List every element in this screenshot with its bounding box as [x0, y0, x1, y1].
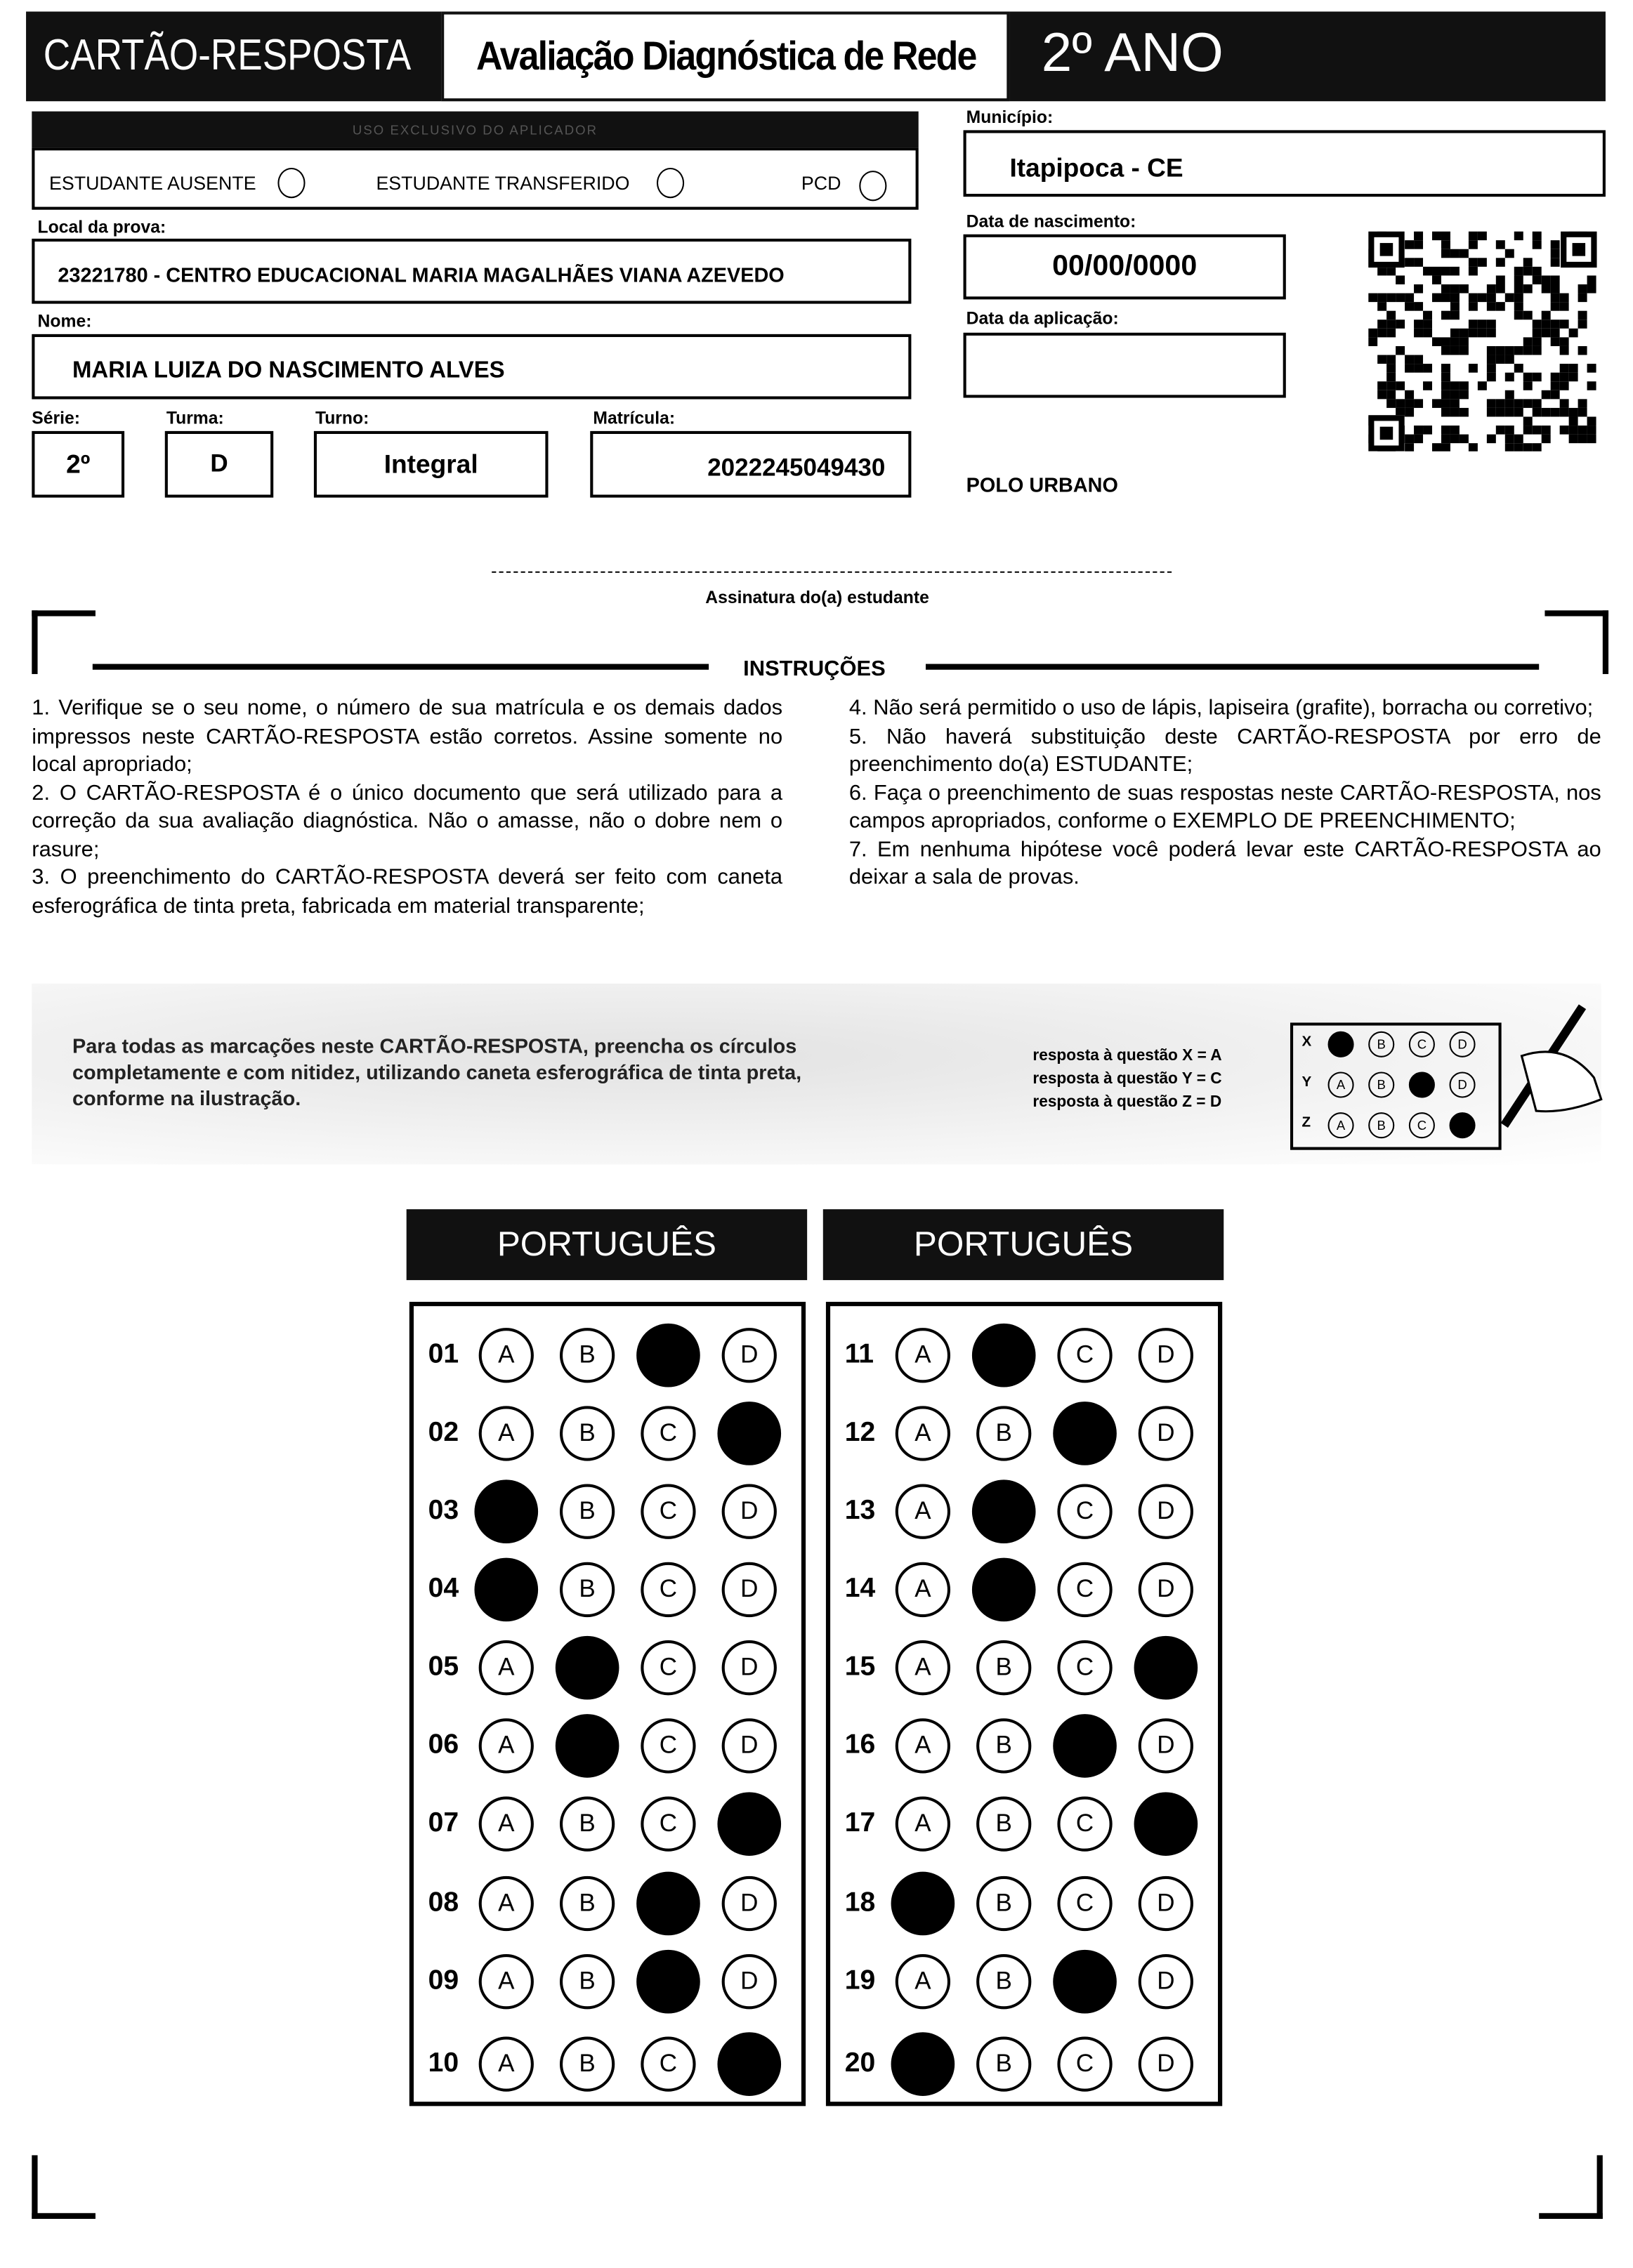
question-number: 19 [844, 1965, 876, 1996]
example-bubble-z-c: C [1409, 1112, 1435, 1138]
turno-value: Integral [383, 449, 478, 478]
example-text: Para todas as marcações neste CARTÃO-RESPOSTA, preencha os círculos completamente e com nitidez, utilizando caneta esferográfica de tinta preta, conforme na ilustração. [72, 1034, 802, 1110]
corner-mark-tr [1545, 610, 1608, 674]
serie-field [32, 431, 124, 498]
application-date-field[interactable] [964, 333, 1286, 398]
bubble-20-b[interactable]: B [976, 2036, 1031, 2091]
bubble-12-a[interactable]: A [896, 1406, 950, 1461]
header-title: CARTÃO-RESPOSTA [43, 32, 412, 80]
signature-line[interactable] [492, 572, 1172, 573]
bubble-08-b[interactable]: B [560, 1876, 615, 1931]
example-row-label: X [1301, 1034, 1312, 1050]
instruction-4: 4. Não será permitido o uso de lápis, lapiseira (grafite), borracha ou corretivo; [848, 695, 1594, 720]
instruction-3: 3. O preenchimento do CARTÃO-RESPOSTA deverá ser feito com caneta esferográfica de tinta preta, fabricada em material transparente; [32, 864, 783, 918]
bubble-03-c[interactable]: C [641, 1484, 695, 1539]
section-title: PORTUGUÊS [497, 1224, 717, 1264]
bubble-17-a[interactable]: A [896, 1797, 950, 1852]
question-number: 10 [428, 2048, 459, 2079]
bubble-08-d[interactable]: D [722, 1876, 777, 1931]
section-header [823, 1209, 1224, 1280]
bubble-03-a[interactable] [474, 1479, 538, 1543]
bubble-07-a[interactable]: A [479, 1797, 534, 1852]
bubble-16-b[interactable]: B [976, 1718, 1031, 1773]
example-band [32, 984, 1601, 1165]
bubble-05-a[interactable]: A [479, 1640, 534, 1695]
bubble-08-c[interactable] [636, 1872, 700, 1936]
bubble-17-d[interactable] [1134, 1792, 1198, 1856]
turno-label: Turno: [315, 407, 369, 428]
example-row-label: Y [1301, 1074, 1312, 1091]
bubble-15-b[interactable]: B [976, 1640, 1031, 1695]
bubble-17-c[interactable]: C [1057, 1797, 1112, 1852]
example-bubble-y-c [1409, 1072, 1435, 1097]
example-legend-1: resposta à questão X = A [1032, 1047, 1222, 1065]
turma-field [165, 431, 273, 498]
turma-value: D [210, 449, 228, 477]
bubble-11-a[interactable]: A [896, 1328, 950, 1383]
question-number: 05 [428, 1651, 459, 1682]
signature-label: Assinatura do(a) estudante [705, 587, 929, 608]
bubble-07-b[interactable]: B [560, 1797, 615, 1852]
bubble-10-d[interactable] [717, 2032, 781, 2096]
bubble-04-a[interactable] [474, 1558, 538, 1622]
bubble-20-a[interactable] [891, 2032, 955, 2096]
turma-label: Turma: [166, 407, 224, 428]
bubble-04-b[interactable]: B [560, 1562, 615, 1617]
instructions-rule-left [93, 664, 709, 670]
corner-mark-br [1539, 2155, 1603, 2219]
example-bubble-y-b: B [1368, 1072, 1394, 1097]
instruction-2: 2. O CARTÃO-RESPOSTA é o único documento que será utilizado para a correção da sua avaliação diagnóstica. Não o amasse, não o dobre nem o rasure; [32, 780, 783, 862]
header-bar [26, 11, 1606, 101]
applicator-bar-title: USO EXCLUSIVO DO APLICADOR [352, 122, 598, 137]
bubble-19-b[interactable]: B [976, 1954, 1031, 2009]
applicator-bar [32, 112, 918, 148]
example-bubble-y-a: A [1328, 1072, 1354, 1097]
serie-value: 2º [66, 449, 91, 478]
bubble-18-d[interactable]: D [1139, 1876, 1193, 1931]
bubble-14-b[interactable] [972, 1558, 1036, 1622]
instructions-right [849, 694, 1601, 892]
bubble-01-d[interactable]: D [722, 1328, 777, 1383]
section-title: PORTUGUÊS [913, 1224, 1134, 1264]
bubble-10-c[interactable]: C [641, 2036, 695, 2091]
question-number: 11 [844, 1339, 874, 1370]
bubble-19-d[interactable]: D [1139, 1954, 1193, 2009]
bubble-13-b[interactable] [972, 1479, 1036, 1543]
example-bubble-x-b: B [1368, 1031, 1394, 1057]
serie-label: Série: [32, 407, 81, 428]
bubble-01-b[interactable]: B [560, 1328, 615, 1383]
bubble-12-d[interactable]: D [1139, 1406, 1193, 1461]
bubble-18-b[interactable]: B [976, 1876, 1031, 1931]
bubble-14-c[interactable]: C [1057, 1562, 1112, 1617]
bubble-05-d[interactable]: D [722, 1640, 777, 1695]
bubble-19-c[interactable] [1053, 1950, 1117, 2014]
bubble-12-c[interactable] [1053, 1402, 1117, 1465]
bubble-09-b[interactable]: B [560, 1954, 615, 2009]
bubble-08-a[interactable]: A [479, 1876, 534, 1931]
bubble-11-b[interactable] [972, 1324, 1036, 1387]
bubble-16-c[interactable] [1053, 1714, 1117, 1778]
instruction-1: 1. Verifique se o seu nome, o número de sua matrícula e os demais dados impressos neste CARTÃO-RESPOSTA estão corretos. Assine somente no local apropriado; [32, 695, 783, 777]
applicator-box [32, 147, 918, 210]
bubble-17-b[interactable]: B [976, 1797, 1031, 1852]
instructions-left [32, 694, 782, 920]
example-legend-3: resposta à questão Z = D [1032, 1093, 1222, 1112]
bubble-11-d[interactable]: D [1139, 1328, 1193, 1383]
local-value: 23221780 - CENTRO EDUCACIONAL MARIA MAGALHÃES VIANA AZEVEDO [58, 263, 785, 286]
bubble-10-b[interactable]: B [560, 2036, 615, 2091]
instruction-6: 6. Faça o preenchimento de suas respostas neste CARTÃO-RESPOSTA, nos campos apropriados, conforme o EXEMPLO DE PREENCHIMENTO; [848, 780, 1601, 833]
bubble-06-b[interactable] [556, 1714, 619, 1778]
question-number: 12 [844, 1417, 876, 1449]
question-number: 09 [428, 1965, 459, 1996]
bubble-02-c[interactable]: C [641, 1406, 695, 1461]
bubble-04-d[interactable]: D [722, 1562, 777, 1617]
option-pcd: PCD [801, 172, 841, 195]
instruction-7: 7. Em nenhuma hipótese você poderá levar este CARTÃO-RESPOSTA ao deixar a sala de provas. [848, 836, 1601, 890]
question-number: 08 [428, 1887, 459, 1918]
corner-mark-bl [32, 2155, 96, 2219]
header-subtitle: Avaliação Diagnóstica de Rede [476, 33, 976, 79]
bubble-16-a[interactable]: A [896, 1718, 950, 1773]
bubble-15-a[interactable]: A [896, 1640, 950, 1695]
option-absent: ESTUDANTE AUSENTE [49, 172, 256, 195]
radio-pcd[interactable] [859, 171, 886, 201]
bubble-16-d[interactable]: D [1139, 1718, 1193, 1773]
local-field [32, 239, 911, 304]
example-bubble-y-d: D [1450, 1072, 1476, 1097]
bubble-12-b[interactable]: B [976, 1406, 1031, 1461]
example-bubble-z-a: A [1328, 1112, 1354, 1138]
question-number: 04 [428, 1574, 459, 1604]
radio-absent[interactable] [277, 168, 305, 198]
bubble-10-a[interactable]: A [479, 2036, 534, 2091]
example-bubble-z-b: B [1368, 1112, 1394, 1138]
bubble-09-d[interactable]: D [722, 1954, 777, 2009]
corner-mark-tl [32, 610, 96, 674]
municipio-label: Município: [966, 107, 1054, 128]
bubble-06-a[interactable]: A [479, 1718, 534, 1773]
matricula-label: Matrícula: [593, 407, 676, 428]
bubble-06-c[interactable]: C [641, 1718, 695, 1773]
application-date-label: Data da aplicação: [966, 308, 1119, 329]
bubble-02-d[interactable] [717, 1402, 781, 1465]
turno-field [314, 431, 549, 498]
name-label: Nome: [37, 310, 92, 331]
question-number: 07 [428, 1808, 459, 1839]
question-number: 02 [428, 1417, 459, 1449]
bubble-01-c[interactable] [636, 1324, 700, 1387]
pen-icon [1478, 998, 1608, 1142]
example-bubble-x-c: C [1409, 1031, 1435, 1057]
birthdate-value: 00/00/0000 [1052, 250, 1198, 282]
section-header [407, 1209, 807, 1280]
bubble-03-d[interactable]: D [722, 1484, 777, 1539]
name-value: MARIA LUIZA DO NASCIMENTO ALVES [72, 358, 505, 383]
question-number: 13 [844, 1496, 876, 1527]
radio-transferred[interactable] [657, 168, 684, 198]
bubble-02-a[interactable]: A [479, 1406, 534, 1461]
birthdate-field [964, 235, 1286, 300]
bubble-13-c[interactable]: C [1057, 1484, 1112, 1539]
bubble-20-c[interactable]: C [1057, 2036, 1112, 2091]
bubble-15-d[interactable] [1134, 1636, 1198, 1700]
example-bubble-x-a [1328, 1031, 1354, 1057]
question-number: 18 [844, 1887, 876, 1918]
bubble-07-c[interactable]: C [641, 1797, 695, 1852]
question-number: 15 [844, 1651, 876, 1682]
bubble-05-b[interactable] [556, 1636, 619, 1700]
bubble-09-a[interactable]: A [479, 1954, 534, 2009]
bubble-02-b[interactable]: B [560, 1406, 615, 1461]
header-subtitle-box [441, 11, 1009, 101]
question-number: 03 [428, 1496, 459, 1527]
polo-label: POLO URBANO [966, 473, 1118, 496]
header-grade: 2º ANO [1041, 22, 1224, 84]
question-number: 17 [844, 1808, 876, 1839]
question-number: 16 [844, 1729, 876, 1761]
name-field [32, 334, 911, 400]
bubble-13-d[interactable]: D [1139, 1484, 1193, 1539]
option-transferred: ESTUDANTE TRANSFERIDO [376, 172, 630, 195]
municipio-value: Itapipoca - CE [1009, 153, 1183, 183]
birthdate-label: Data de nascimento: [966, 211, 1136, 232]
bubble-13-a[interactable]: A [896, 1484, 950, 1539]
question-number: 14 [844, 1574, 876, 1604]
bubble-03-b[interactable]: B [560, 1484, 615, 1539]
bubble-14-a[interactable]: A [896, 1562, 950, 1617]
instruction-5: 5. Não haverá substituição deste CARTÃO-RESPOSTA por erro de preenchimento do(a) ESTUDANTE; [848, 724, 1601, 777]
example-grid [1290, 1022, 1502, 1149]
bubble-18-c[interactable]: C [1057, 1876, 1112, 1931]
local-label: Local da prova: [37, 217, 166, 237]
bubble-06-d[interactable]: D [722, 1718, 777, 1773]
bubble-15-c[interactable]: C [1057, 1640, 1112, 1695]
municipio-field [964, 130, 1606, 197]
question-number: 20 [844, 2048, 876, 2079]
bubble-11-c[interactable]: C [1057, 1328, 1112, 1383]
bubble-20-d[interactable]: D [1139, 2036, 1193, 2091]
bubble-14-d[interactable]: D [1139, 1562, 1193, 1617]
bubble-09-c[interactable] [636, 1950, 700, 2014]
matricula-field [590, 431, 911, 498]
example-bubble-x-d: D [1450, 1031, 1476, 1057]
bubble-04-c[interactable]: C [641, 1562, 695, 1617]
question-number: 01 [428, 1339, 459, 1370]
bubble-19-a[interactable]: A [896, 1954, 950, 2009]
bubble-05-c[interactable]: C [641, 1640, 695, 1695]
instructions-title: INSTRUÇÕES [743, 657, 886, 682]
bubble-01-a[interactable]: A [479, 1328, 534, 1383]
matricula-value: 2022245049430 [707, 454, 886, 482]
qr-code [1368, 232, 1596, 451]
example-row-label: Z [1301, 1115, 1311, 1131]
example-bubble-z-d [1450, 1112, 1476, 1138]
instructions-rule-right [926, 664, 1539, 670]
question-number: 06 [428, 1729, 459, 1761]
example-legend-2: resposta à questão Y = C [1032, 1070, 1222, 1088]
bubble-18-a[interactable] [891, 1872, 955, 1936]
bubble-07-d[interactable] [717, 1792, 781, 1856]
